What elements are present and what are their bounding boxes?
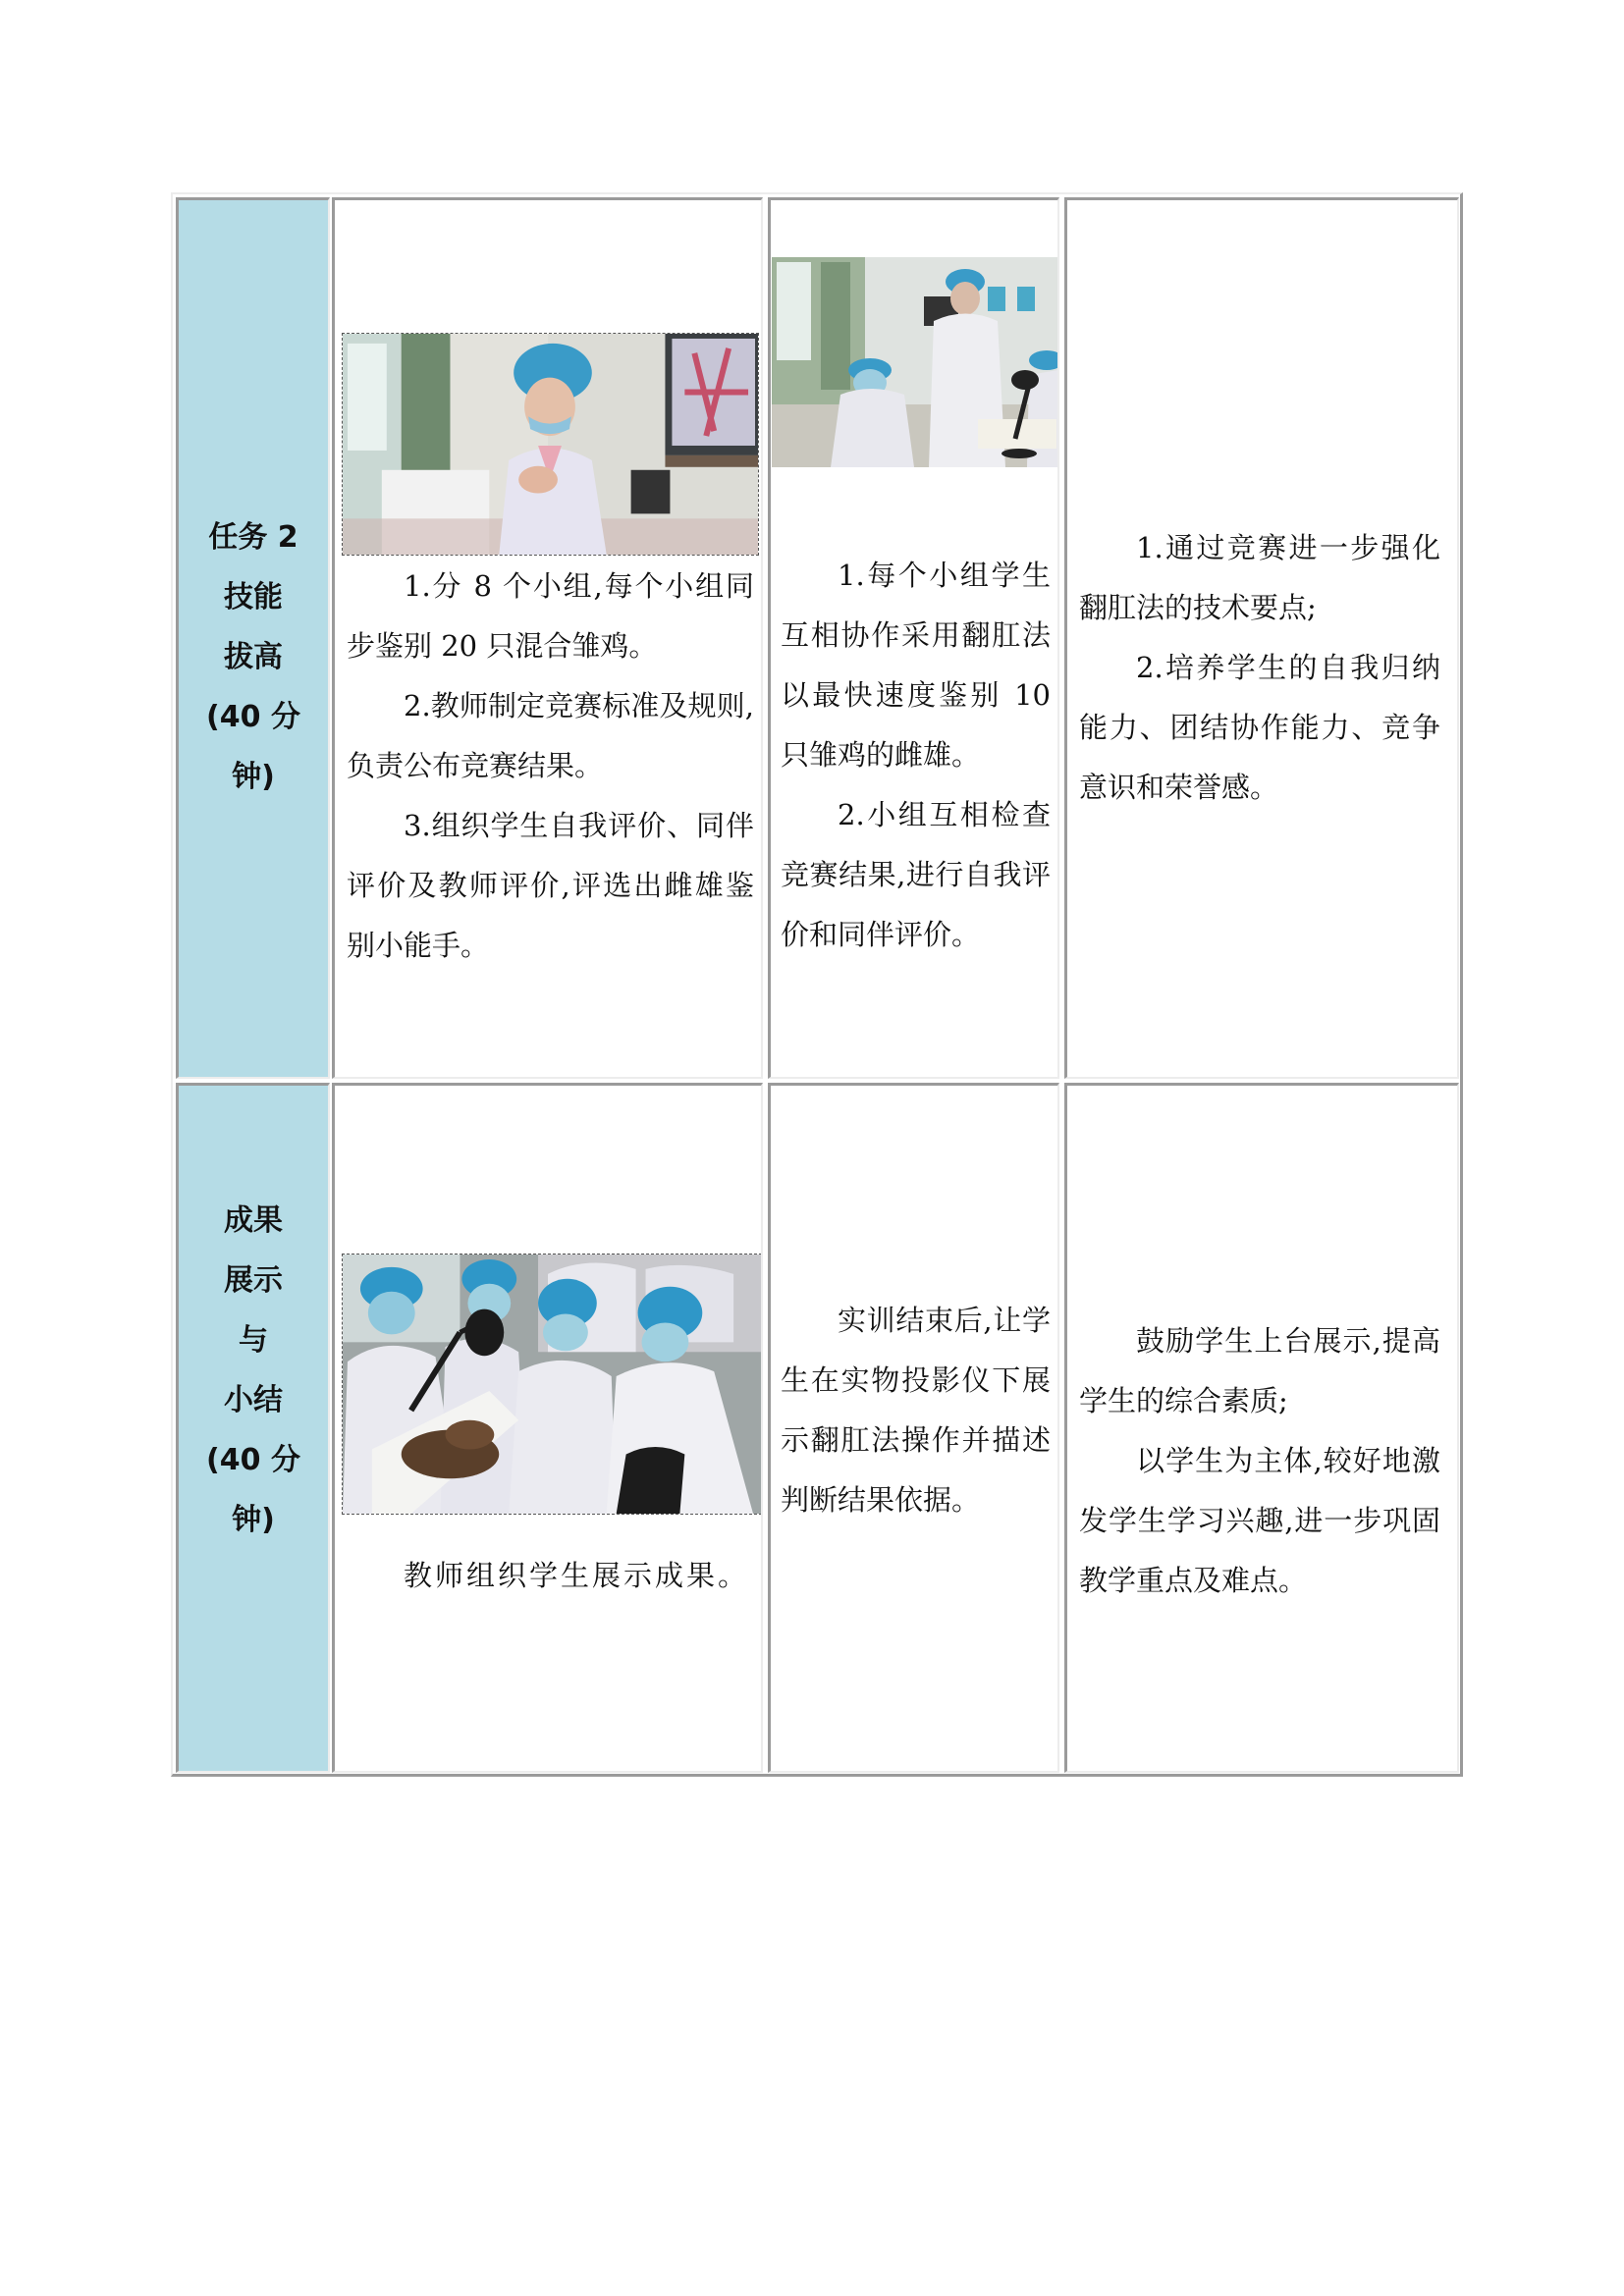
stage-label-results [179,1191,328,1550]
student-activity-cell-results [768,1083,1059,1773]
stage-label-line: (40 分 [206,700,300,734]
paragraph: 教师组织学生展示成果。 [404,1559,750,1592]
stage-label-line: 成果 [224,1203,283,1238]
student-activity-text-results [781,1291,1051,1530]
stage-label-cell-results [176,1083,330,1773]
teacher-activity-text-task2 [347,557,754,976]
student-activity-cell-task2 [768,197,1059,1079]
students-chick-sexing-photo [342,1254,762,1515]
paragraph: 鼓励学生上台展示,提高学生的综合素质; [1079,1324,1440,1417]
teacher-activity-cell-results [332,1083,763,1773]
stage-label-line: 钟) [232,760,275,794]
paragraph: 1.分 8 个小组,每个小组同步鉴别 20 只混合雏鸡。 [347,569,754,663]
paragraph: 1.每个小组学生互相协作采用翻肛法以最快速度鉴别 10 只雏鸡的雌雄。 [781,559,1051,772]
design-intent-cell-task2 [1064,197,1459,1079]
stage-label-cell-task2 [176,197,330,1079]
paragraph: 实训结束后,让学生在实物投影仪下展示翻肛法操作并描述判断结果依据。 [781,1304,1051,1517]
stage-label-line: 技能 [224,580,283,614]
paragraph: 3.组织学生自我评价、同伴评价及教师评价,评选出雌雄鉴别小能手。 [347,809,754,962]
stage-label-line: 钟) [232,1503,275,1537]
design-intent-text-task2 [1079,518,1440,818]
design-intent-text-results [1079,1311,1440,1611]
stage-label-line: 展示 [224,1263,283,1298]
paragraph: 以学生为主体,较好地激发学生学习兴趣,进一步巩固教学重点及难点。 [1079,1444,1440,1597]
students-classroom-photo [772,257,1058,467]
lesson-plan-table [171,192,1463,1777]
paragraph: 1.通过竞赛进一步强化翻肛法的技术要点; [1079,531,1440,624]
stage-label-line: 拔高 [224,640,283,674]
teacher-activity-text-results [347,1546,754,1606]
stage-label-line: (40 分 [206,1443,300,1477]
stage-label-task2 [179,507,328,807]
design-intent-cell-results [1064,1083,1459,1773]
teacher-activity-cell-task2 [332,197,763,1079]
paragraph: 2.培养学生的自我归纳能力、团结协作能力、竞争意识和荣誉感。 [1079,651,1440,804]
stage-label-line: 与 [239,1323,268,1358]
stage-label-line: 小结 [224,1383,283,1417]
teacher-lecturing-photo [342,333,759,556]
paragraph: 2.教师制定竞赛标准及规则,负责公布竞赛结果。 [347,689,754,782]
stage-label-line: 任务 2 [208,520,298,555]
paragraph: 2.小组互相检查竞赛结果,进行自我评价和同伴评价。 [781,798,1051,951]
student-activity-text-task2 [781,546,1051,965]
